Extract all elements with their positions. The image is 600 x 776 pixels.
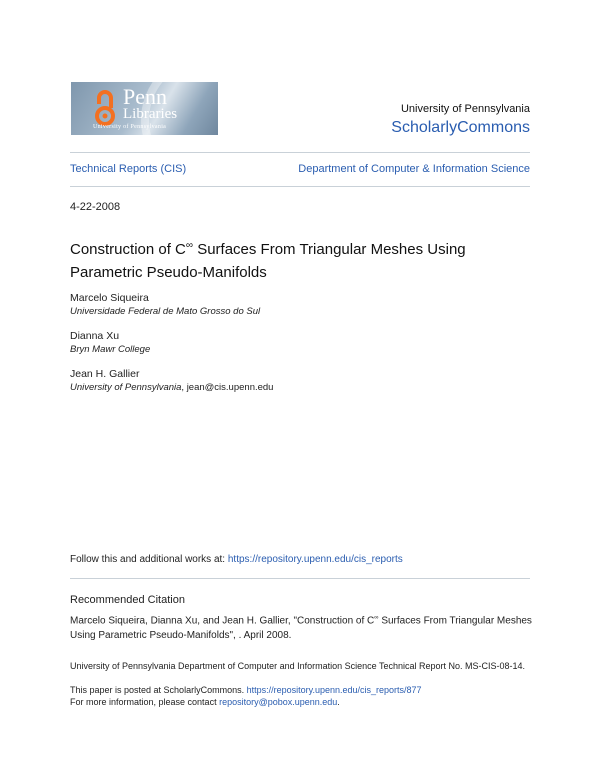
citation-text: Marcelo Siqueira, Dianna Xu, and Jean H. Gallier, "Construction of C∞ Surfaces From Triangular Meshes Using Parametric Pseudo-Manifolds", . April 2008. (70, 615, 532, 642)
contact-email-link[interactable]: repository@pobox.upenn.edu (219, 697, 338, 707)
cis-reports-link[interactable]: https://repository.upenn.edu/cis_reports (227, 554, 403, 565)
paper-link[interactable]: https://repository.upenn.edu/cis_reports/877 (246, 685, 422, 695)
open-access-icon (94, 90, 116, 128)
posting-info: This paper is posted at ScholarlyCommons. https://repository.upenn.edu/cis_reports/877 For more information, please contact repository@pobox.upenn.edu. (70, 685, 422, 707)
author: Marcelo Siqueira Universidade Federal de Mato Grosso do Sul (70, 292, 261, 317)
penn-libraries-logo (71, 82, 218, 135)
follow-line: Follow this and additional works at: https://repository.upenn.edu/cis_reports (70, 554, 403, 565)
divider (70, 578, 530, 579)
page-title: Construction of C∞ Surfaces From Triangular Meshes Using Parametric Pseudo-Manifolds (70, 240, 466, 281)
author: Dianna Xu Bryn Mawr College (70, 330, 151, 355)
technical-reports-link[interactable]: Technical Reports (CIS) (70, 163, 187, 175)
author-list (70, 291, 273, 395)
author: Jean H. Gallier University of Pennsylvania, jean@cis.upenn.edu (70, 368, 274, 393)
logo-text-penn: Penn (123, 84, 167, 109)
citation-heading: Recommended Citation (70, 594, 185, 606)
logo-text-university: University of Pennsylvania (93, 124, 167, 130)
divider (70, 186, 530, 187)
logo-text-libraries: Libraries (123, 106, 178, 122)
university-name: University of Pennsylvania (400, 103, 530, 115)
report-note: University of Pennsylvania Department of Computer and Information Science Technical Report No. MS-CIS-08-14. (70, 661, 526, 671)
department-link[interactable]: Department of Computer & Information Science (298, 163, 530, 175)
publication-date: 4-22-2008 (70, 201, 121, 213)
scholarly-commons-link[interactable]: ScholarlyCommons (391, 119, 530, 136)
divider (70, 152, 530, 153)
